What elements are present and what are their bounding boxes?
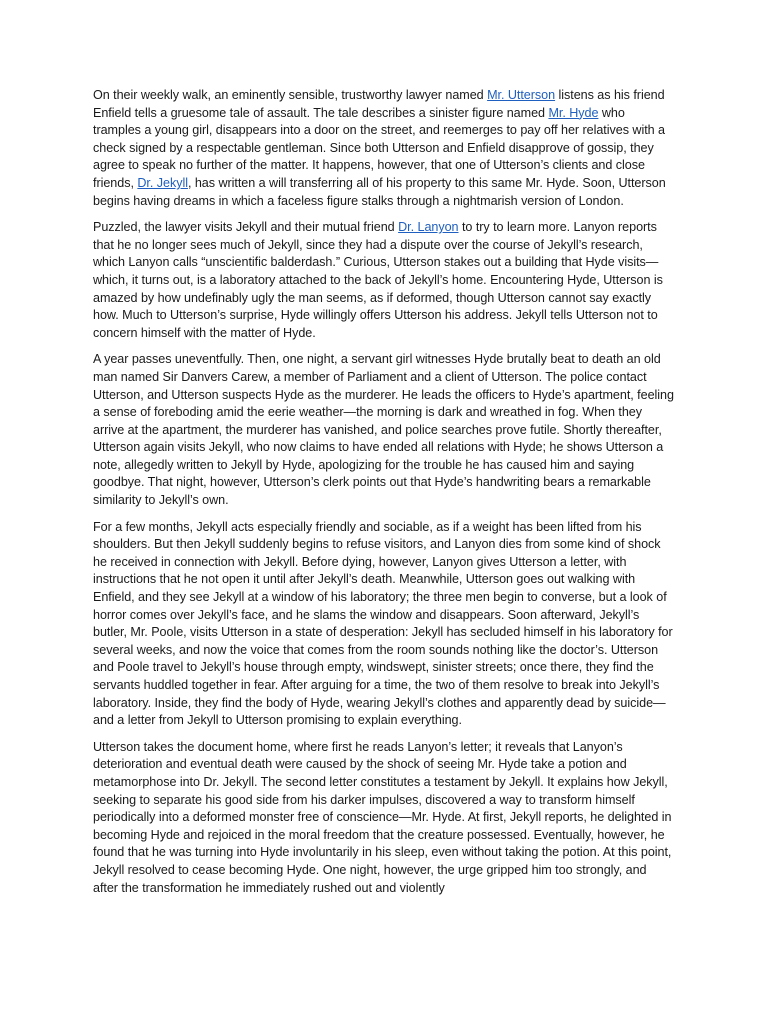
paragraph-2 xyxy=(93,219,674,342)
text-run: Utterson takes the document home, where first he reads Lanyon’s letter; it reveals that Lanyon’s deterioration and eventual death were caused by the shock of seeing Mr. Hyde take a potion and metamorphose into Dr. Jekyll. The second letter constitutes a testament by Jekyll. It explains how Jekyll, seeking to separate his good side from his darker impulses, discovered a way to transform himself periodically into a deformed monster free of conscience—Mr. Hyde. At first, Jekyll reports, he delighted in becoming Hyde and rejoiced in the moral freedom that the creature possessed. Eventually, however, he found that he was turning into Hyde involuntarily in his sleep, even without taking the potion. At this point, Jekyll resolved to cease becoming Hyde. One night, however, the urge gripped him too strongly, and after the transformation he immediately rushed out and violently xyxy=(93,739,672,895)
link-mr-hyde[interactable]: Mr. Hyde xyxy=(548,105,599,120)
text-run: On their weekly walk, an eminently sensible, trustworthy lawyer named xyxy=(93,88,488,102)
paragraph-3 xyxy=(93,351,674,509)
text-run: A year passes uneventfully. Then, one night, a servant girl witnesses Hyde brutally beat to death an old man named Sir Danvers Carew, a member of Parliament and a client of Utterson. The police contact Utterson, and Utterson suspects Hyde as the murderer. He leads the officers to Hyde’s apartment, feeling a sense of foreboding amid the eerie weather—the morning is dark and wreathed in fog. When they arrive at the apartment, the murderer has vanished, and police searches prove futile. Shortly thereafter, Utterson again visits Jekyll, who now claims to have ended all relations with Hyde; he shows Utterson a note, allegedly written to Jekyll by Hyde, apologizing for the trouble he has caused him and saying goodbye. That night, however, Utterson’s clerk points out that Hyde’s handwriting bears a remarkable similarity to Jekyll’s own. xyxy=(93,352,674,508)
link-dr-lanyon[interactable]: Dr. Lanyon xyxy=(398,220,459,235)
paragraph-5 xyxy=(93,739,674,897)
link-dr-jekyll[interactable]: Dr. Jekyll xyxy=(137,175,188,190)
text-run: listens as his friend Enfield tells a gruesome tale of assault. The tale describes a sinister figure named xyxy=(93,88,665,120)
text-run: For a few months, Jekyll acts especially friendly and sociable, as if a weight has been lifted from his shoulders. But then Jekyll suddenly begins to refuse visitors, and Lanyon dies from some kind of shock he received in connection with Jekyll. Before dying, however, Lanyon gives Utterson a letter, with instructions that he not open it until after Jekyll’s death. Meanwhile, Utterson goes out walking with Enfield, and they see Jekyll at a window of his laboratory; the three men begin to converse, but a look of horror comes over Jekyll’s face, and he slams the window and disappears. Soon afterward, Jekyll’s butler, Mr. Poole, visits Utterson in a state of desperation: Jekyll has secluded himself in his laboratory for several weeks, and now the voice that comes from the room sounds nothing like the doctor’s. Utterson and Poole travel to Jekyll’s house through empty, windswept, sinister streets; once there, they find the servants huddled together in fear. After arguing for a time, the two of them resolve to break into Jekyll’s laboratory. Inside, they find the body of Hyde, wearing Jekyll’s clothes and apparently dead by suicide—and a letter from Jekyll to Utterson promising to explain everything. xyxy=(93,519,673,728)
text-run: who tramples a young girl, disappears into a door on the street, and reemerges to pay off her relatives with a check signed by a respectable gentleman. Since both Utterson and Enfield disapprove of gossip, they agree to speak no further of the matter. It happens, however, that one of Utterson’s clients and close friends, xyxy=(93,105,666,190)
text-run: Puzzled, the lawyer visits Jekyll and their mutual friend xyxy=(93,220,399,235)
text-run: , has written a will transferring all of his property to this same Mr. Hyde. Soon, Utterson begins having dreams in which a faceless figure stalks through a nightmarish version of London. xyxy=(93,175,666,208)
text-run: to try to learn more. Lanyon reports that he no longer sees much of Jekyll, since they had a dispute over the course of Jekyll’s research, which Lanyon calls “unscientific balderdash.” Curious, Utterson stakes out a building that Hyde visits—which, it turns out, is a laboratory attached to the back of Jekyll’s home. Encountering Hyde, Utterson is amazed by how undefinably ugly the man seems, as if deformed, though Utterson cannot say exactly how. Much to Utterson’s surprise, Hyde willingly offers Utterson his address. Jekyll tells Utterson not to concern himself with the matter of Hyde. xyxy=(93,220,663,340)
paragraph-4 xyxy=(93,519,674,730)
link-mr-utterson[interactable]: Mr. Utterson xyxy=(487,88,556,102)
paragraph-1 xyxy=(93,87,674,210)
